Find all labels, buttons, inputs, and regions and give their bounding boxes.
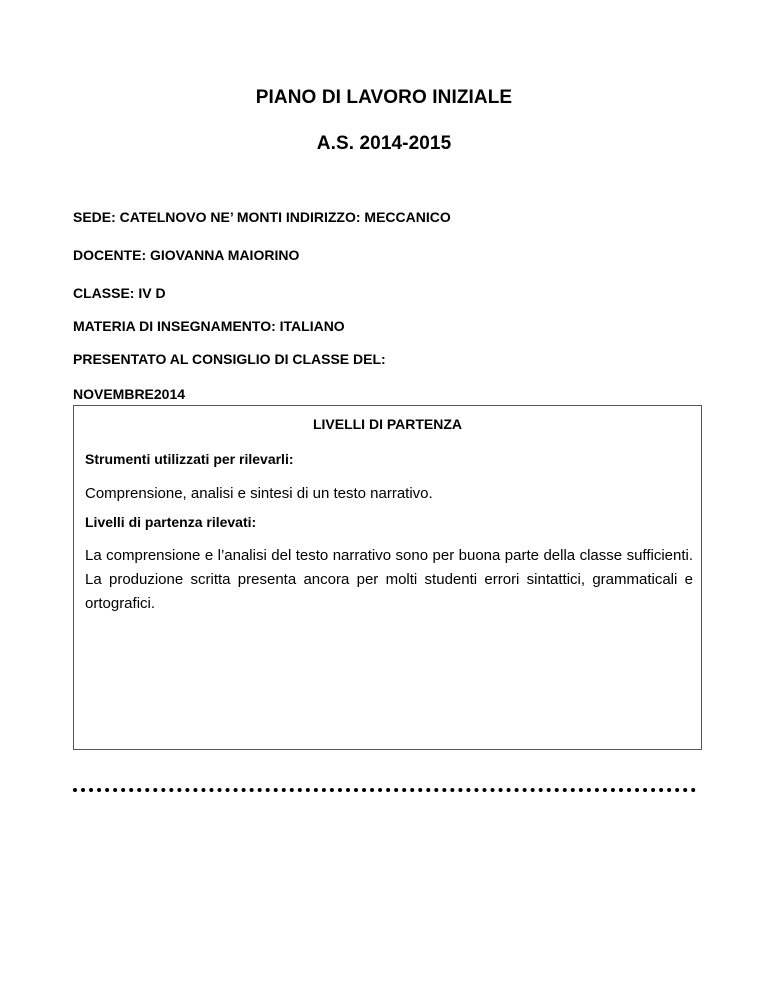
school-year: A.S. 2014-2015	[316, 133, 452, 154]
livelli-heading: LIVELLI DI PARTENZA	[312, 416, 463, 432]
rilevati-label: Livelli di partenza rilevati:	[85, 514, 257, 530]
info-presentato: PRESENTATO AL CONSIGLIO DI CLASSE DEL:	[73, 351, 386, 367]
info-sede: SEDE: CATELNOVO NE’ MONTI INDIRIZZO: MECCANICO	[73, 209, 451, 225]
info-data: NOVEMBRE2014	[73, 386, 186, 402]
info-docente: DOCENTE: GIOVANNA MAIORINO	[73, 247, 300, 263]
info-materia: MATERIA DI INSEGNAMENTO: ITALIANO	[73, 318, 345, 334]
strumenti-label: Strumenti utilizzati per rilevarli:	[85, 451, 294, 467]
info-classe: CLASSE: IV D	[73, 285, 166, 301]
dotted-separator	[73, 788, 696, 792]
document-title: PIANO DI LAVORO INIZIALE	[255, 87, 513, 108]
strumenti-text: Comprensione, analisi e sintesi di un testo narrativo.	[85, 485, 433, 502]
rilevati-text: La comprensione e l’analisi del testo narrativo sono per buona parte della classe sufficienti. La produzione scritta presenta ancora per molti studenti errori sintattici, grammaticali e ortografici.	[85, 547, 693, 612]
livelli-box	[73, 405, 702, 750]
